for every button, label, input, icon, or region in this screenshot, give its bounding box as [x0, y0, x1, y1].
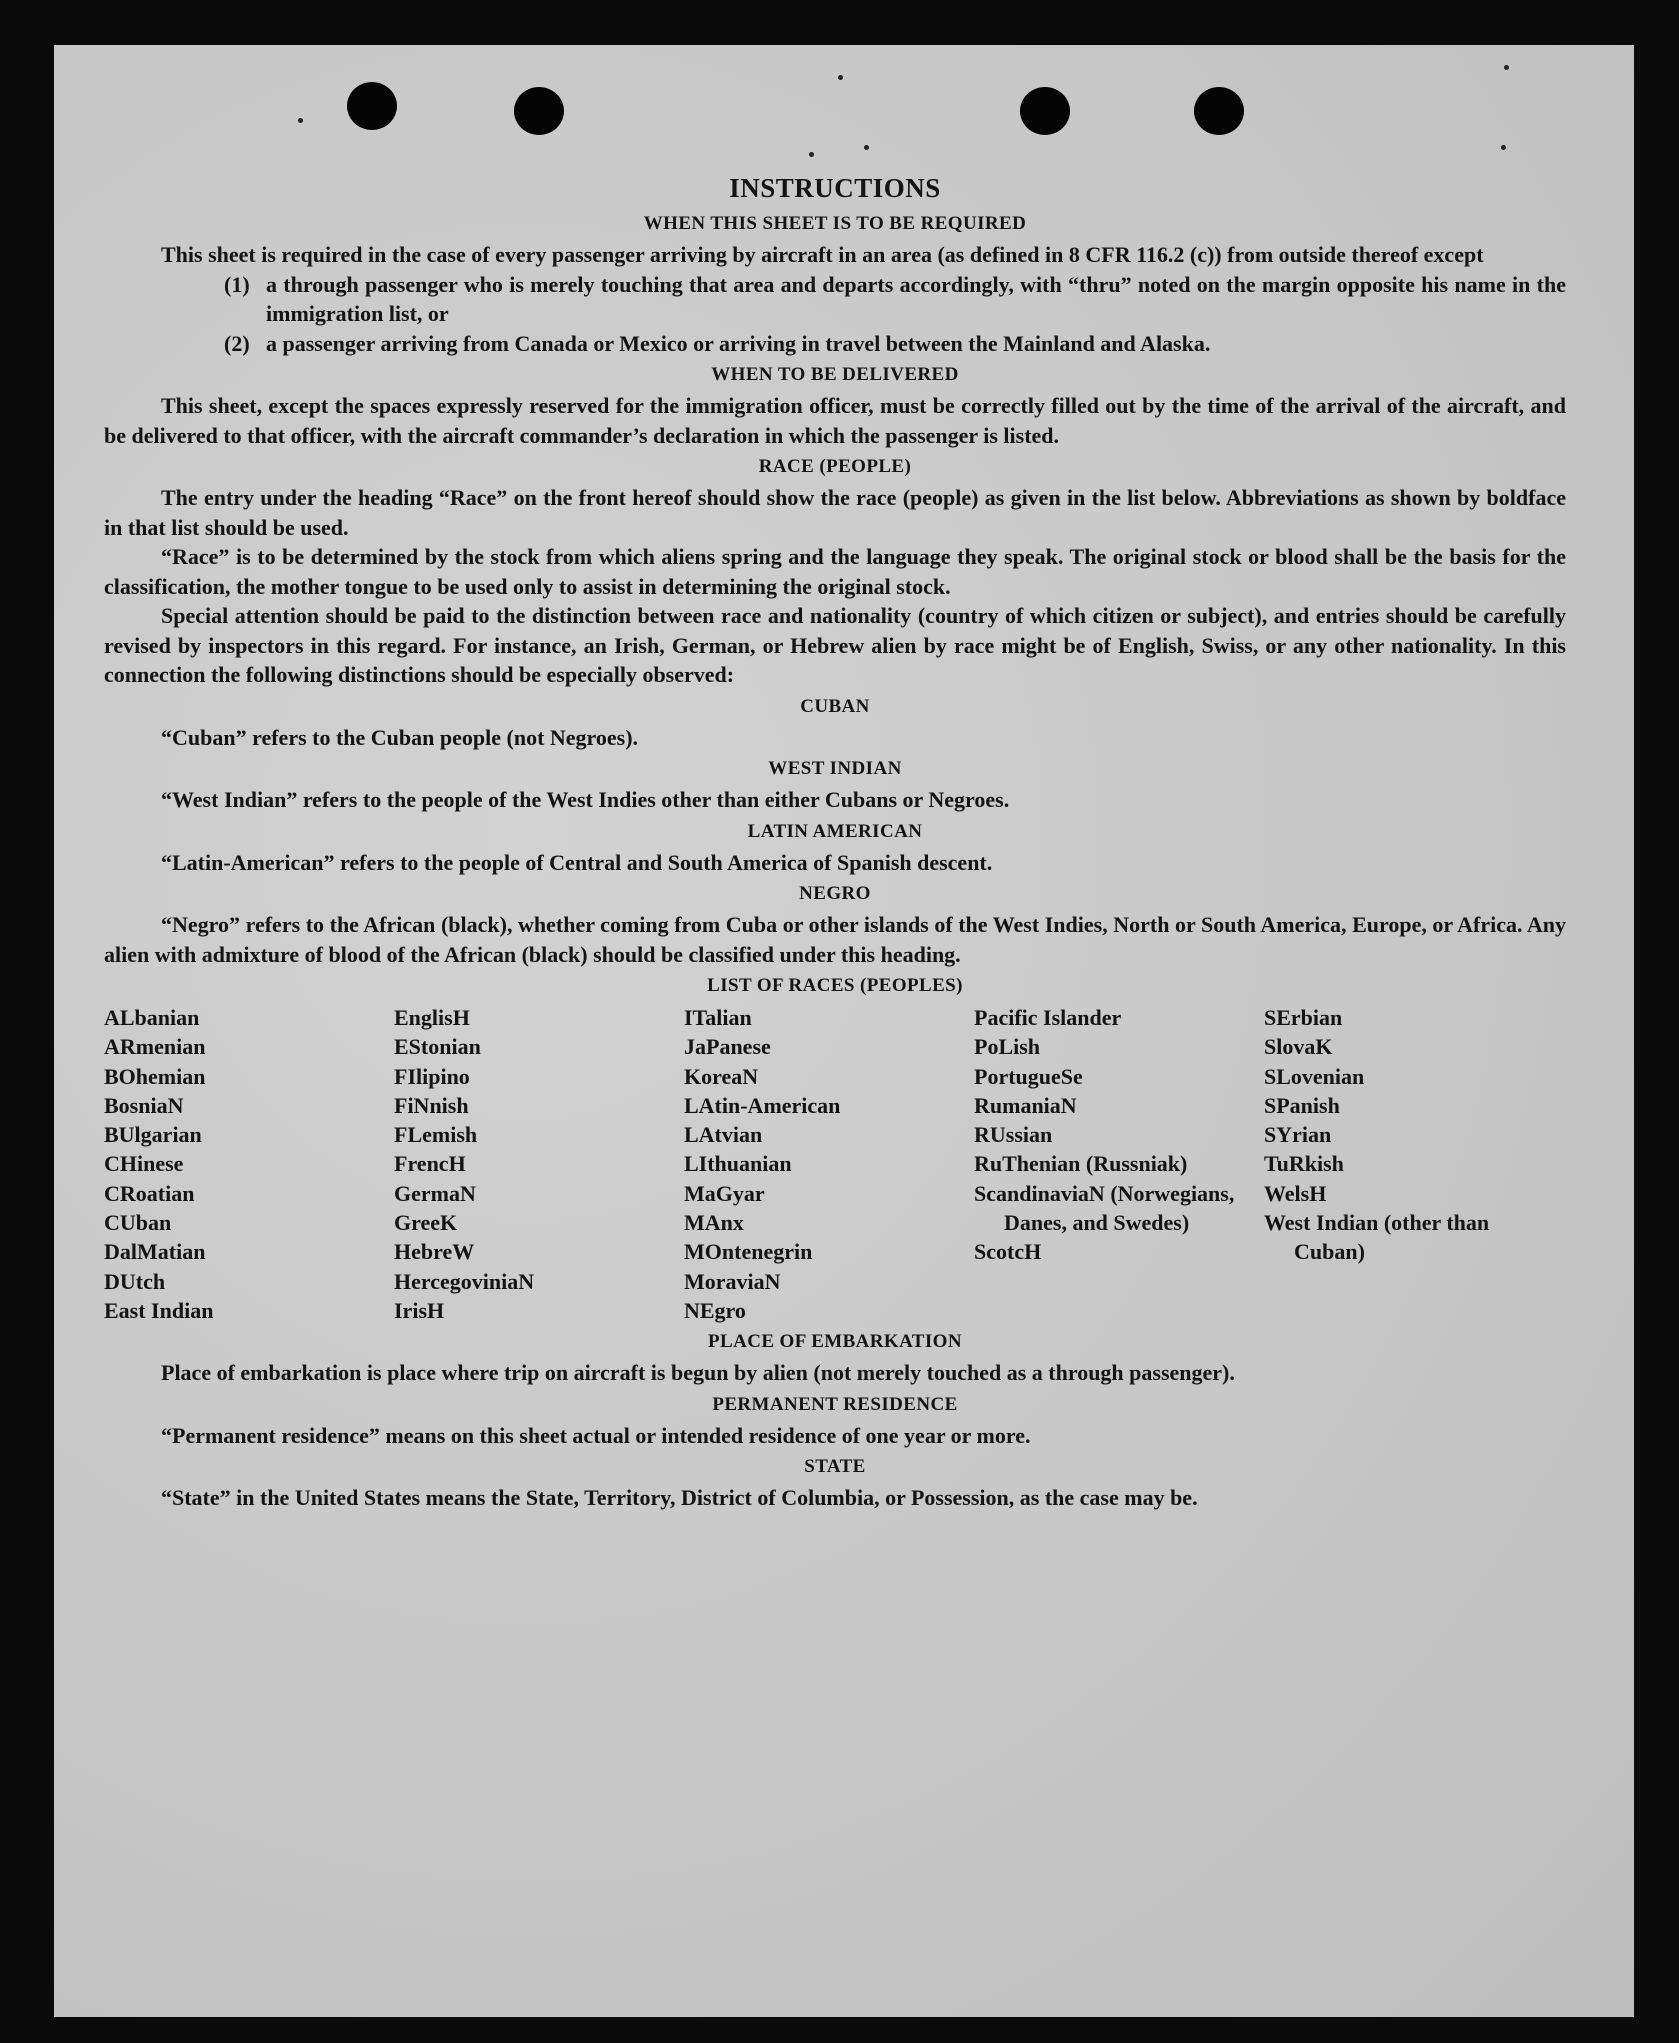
speck: [1504, 65, 1509, 70]
item-number: (1): [224, 271, 250, 297]
race-entry: JaPanese: [684, 1034, 771, 1060]
race-entry: SLovenian: [1264, 1063, 1365, 1089]
race-entry: East Indian: [104, 1297, 214, 1323]
section-heading: WEST INDIAN: [768, 758, 902, 779]
paragraph: “Negro” refers to the African (black), whether coming from Cuba or other islands of the West Indies, North or South America, Europe, or Africa. Any alien with admixture of blood of the African (black) should be classified under this heading.: [104, 912, 1566, 967]
race-entry: LIthuanian: [684, 1151, 792, 1177]
paragraph: “State” in the United States means the State, Territory, District of Columbia, or Possession, as the case may be.: [161, 1485, 1198, 1511]
section-heading: LIST OF RACES (PEOPLES): [707, 975, 963, 996]
section-heading: PLACE OF EMBARKATION: [708, 1331, 962, 1353]
race-entry: CHinese: [104, 1151, 184, 1177]
race-entry: BosniaN: [104, 1092, 184, 1118]
paragraph: Place of embarkation is place where trip on aircraft is begun by alien (not merely touched as a through passenger).: [161, 1360, 1235, 1386]
race-entry: ALbanian: [104, 1005, 200, 1030]
section-heading: PERMANENT RESIDENCE: [712, 1393, 958, 1415]
paragraph: “Latin-American” refers to the people of Central and South America of Spanish descent.: [161, 849, 993, 875]
speck: [1501, 145, 1506, 150]
race-entry: CUban: [104, 1210, 172, 1236]
item-text: a passenger arriving from Canada or Mexico or arriving in travel between the Mainland and Alaska.: [266, 330, 1211, 356]
paragraph: “Race” is to be determined by the stock from which aliens spring and the language they speak. The original stock or blood shall be the basis for the classification, the mother tongue to be used only to assist in determining the original stock.: [104, 544, 1566, 599]
paragraph: The entry under the heading “Race” on the front hereof should show the race (people) as given in the list below. Abbreviations as shown by boldface in that list should be used.: [104, 485, 1566, 540]
paragraph: This sheet is required in the case of every passenger arriving by aircraft in an area (as defined in 8 CFR 116.2 (c)) from outside thereof except: [161, 242, 1484, 267]
race-entry: HebreW: [394, 1239, 475, 1265]
race-entry: MOntenegrin: [684, 1239, 813, 1265]
speck: [838, 75, 843, 80]
page-title: INSTRUCTIONS: [729, 173, 941, 203]
section-heading: CUBAN: [800, 695, 870, 717]
section-heading: LATIN AMERICAN: [747, 820, 923, 842]
race-entry: SErbian: [1264, 1005, 1343, 1030]
section-heading: NEGRO: [799, 883, 871, 904]
race-entry: GermaN: [394, 1180, 476, 1206]
races-column: [394, 1003, 684, 1325]
races-column: [684, 1003, 974, 1325]
paragraph: “Permanent residence” means on this sheet actual or intended residence of one year or more.: [161, 1422, 1031, 1448]
race-entry: ScandinaviaN (Norwegians, Danes, and Swedes): [974, 1180, 1235, 1236]
race-entry: SPanish: [1264, 1092, 1340, 1118]
paragraph: “West Indian” refers to the people of the West Indies other than either Cubans or Negroes.: [161, 787, 1010, 812]
punch-hole: [347, 82, 397, 130]
instructions-content: [104, 173, 1566, 1513]
race-entry: IrisH: [394, 1297, 445, 1323]
paragraph: “Cuban” refers to the Cuban people (not Negroes).: [161, 724, 639, 750]
speck: [298, 118, 303, 123]
race-entry: DalMatian: [104, 1239, 206, 1265]
race-entry: ScotcH: [974, 1239, 1042, 1265]
list-item: [104, 329, 1566, 359]
race-entry: ITalian: [684, 1005, 752, 1030]
race-entry: MaGyar: [684, 1180, 765, 1206]
race-entry: RumaniaN: [974, 1092, 1077, 1118]
list-item: [104, 270, 1566, 329]
race-entry: ARmenian: [104, 1034, 206, 1060]
punch-hole: [1194, 87, 1244, 135]
race-entry: FiNnish: [394, 1092, 469, 1118]
paragraph: This sheet, except the spaces expressly reserved for the immigration officer, must be correctly filled out by the time of the arrival of the aircraft, and be delivered to that officer, with the aircraft commander’s declaration in which the passenger is listed.: [104, 393, 1566, 448]
paragraph: Special attention should be paid to the distinction between race and nationality (country of which citizen or subject), and entries should be carefully revised by inspectors in this regard. For instance, an Irish, German, or Hebrew alien by race might be of English, Swiss, or any other nationality. In this connection the following distinctions should be especially observed:: [104, 603, 1566, 687]
race-entry: SYrian: [1264, 1122, 1332, 1148]
race-entry: FLemish: [394, 1122, 478, 1148]
races-column: [104, 1003, 394, 1325]
race-entry: LAtvian: [684, 1122, 763, 1148]
race-entry: PortugueSe: [974, 1063, 1083, 1089]
race-entry: BUlgarian: [104, 1122, 202, 1148]
races-column: [1264, 1003, 1554, 1325]
section-heading: WHEN THIS SHEET IS TO BE REQUIRED: [643, 213, 1027, 234]
race-entry: EStonian: [394, 1034, 481, 1060]
race-entry: DUtch: [104, 1268, 166, 1294]
race-entry: KoreaN: [684, 1063, 759, 1089]
race-entry: MoraviaN: [684, 1268, 781, 1294]
race-entry: MAnx: [684, 1210, 744, 1236]
race-entry: NEgro: [684, 1297, 746, 1323]
races-column: [974, 1003, 1264, 1325]
punch-hole: [514, 87, 564, 135]
section-heading: STATE: [804, 1456, 866, 1478]
item-text: a through passenger who is merely touching that area and departs accordingly, with “thru” noted on the margin opposite his name in the immigration list, or: [266, 271, 1566, 326]
section-heading: WHEN TO BE DELIVERED: [711, 364, 959, 385]
speck: [809, 152, 814, 157]
race-entry: TuRkish: [1264, 1151, 1344, 1177]
section-heading: RACE (PEOPLE): [758, 456, 912, 477]
race-entry: GreeK: [394, 1210, 458, 1236]
race-entry: WelsH: [1264, 1180, 1327, 1206]
race-entry: HercegoviniaN: [394, 1268, 535, 1294]
item-number: (2): [224, 330, 250, 356]
race-entry: RuThenian (Russniak): [974, 1151, 1188, 1177]
race-entry: SlovaK: [1264, 1034, 1333, 1060]
races-list: [104, 1003, 1566, 1325]
punch-hole: [1020, 87, 1070, 135]
race-entry: FrencH: [394, 1151, 466, 1177]
document-sheet: [54, 45, 1634, 2017]
speck: [864, 145, 869, 150]
race-entry: LAtin-American: [684, 1092, 841, 1118]
race-entry: RUssian: [974, 1122, 1053, 1148]
race-entry: PoLish: [974, 1034, 1041, 1060]
race-entry: FIlipino: [394, 1063, 470, 1089]
race-entry: West Indian (other than Cuban): [1264, 1210, 1490, 1265]
race-entry: Pacific Islander: [974, 1005, 1122, 1030]
race-entry: EnglisH: [394, 1005, 470, 1030]
race-entry: BOhemian: [104, 1063, 206, 1089]
race-entry: CRoatian: [104, 1180, 195, 1206]
